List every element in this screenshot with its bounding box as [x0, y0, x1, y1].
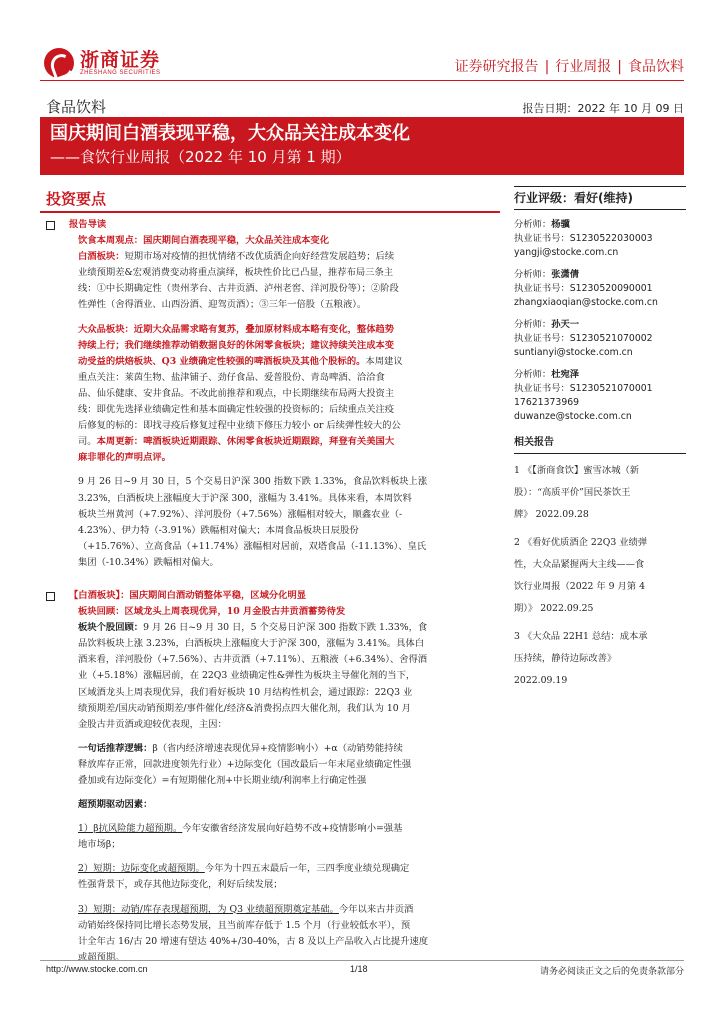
analyst-name: 杨骥: [551, 219, 570, 230]
text-line: 地市场β；: [78, 839, 121, 851]
report-title-line: 饮行业周报（2022 年 9 月第 4: [514, 581, 645, 592]
report-title-line: 牌》: [514, 509, 533, 520]
baijiu-para-line: 性弹性（舍得酒业、山西汾酒、迎驾贡酒）；③三年一倍股（五粮液）。: [78, 299, 367, 311]
text-line: 性强背景下，或存其他边际变化，利好后续发展；: [78, 879, 283, 891]
text-run: 9 月 26 日~9 月 30 日，5 个交易日沪深 300 指数下跌 1.33%，食: [143, 622, 428, 634]
report-date-line: 2022.09.28: [535, 509, 589, 520]
text-line: 叠加或有边际变化）=有短期催化剂+中长期业绩/利润率上行确定性强: [78, 775, 367, 786]
section-title: 【白酒板块】：国庆期间白酒动销整体平稳，区域分化明显: [69, 589, 307, 601]
section-baijiu: [46, 588, 498, 604]
industry-label: 食品饮料: [46, 98, 107, 116]
analyst-card: [514, 268, 686, 310]
baijiu-para-line: 业绩预期差&宏观消费变动将重点演绎，板块性价比已凸显，推荐布局三条主: [78, 267, 394, 279]
report-title-line: 股）：“高质平价”国民茶饮王: [514, 487, 631, 498]
industry-rating: 行业评级：看好(维持): [514, 186, 686, 210]
text-line: 业（+5.18%）涨幅居前，在 22Q3 业绩确定性&弹性为板块主导催化剂的当下，: [78, 670, 416, 682]
text-run: 3）短期：动销/库存表现超预期，为 Q3 业绩超预期奠定基础。: [78, 903, 339, 915]
category-weekly: 行业周报: [555, 59, 612, 75]
logo-name: 浙商证券: [80, 49, 161, 71]
analyst-role: 分析师：: [514, 369, 552, 380]
analyst-card: [514, 368, 686, 424]
text-run: 动受益的烘焙板块、Q3 业绩确定性较强的啤酒板块及其他个股标的。: [78, 355, 366, 367]
text-run: 2）短期：边际变化或超预期。: [78, 863, 205, 875]
analyst-name: 杜宛泽: [551, 369, 580, 380]
related-report-item[interactable]: [514, 460, 686, 526]
report-title-line: 2 《看好优质酒企 22Q3 业绩弹: [514, 537, 648, 548]
sidebar: [514, 186, 686, 692]
footer-url[interactable]: http://www.stocke.com.cn: [46, 964, 148, 974]
report-subtitle: ——食饮行业周报（2022 年 10 月第 1 期）: [50, 148, 351, 166]
text-run: 今年以来古井贡酒: [338, 903, 414, 915]
analyst-cert: 执业证书号：S1230521070001: [514, 383, 653, 394]
text-run: 1）β抗风险能力超预期。: [78, 823, 183, 835]
mass-goods-line: [78, 434, 498, 450]
analyst-role: 分析师：: [514, 319, 552, 330]
checkbox-bullet-icon: [46, 221, 55, 230]
analyst-name: 孙天一: [551, 319, 580, 330]
category-food: 食品饮料: [628, 59, 684, 75]
text-run: 今年安徽省经济发展向好趋势不改+疫情影响小=强基: [182, 823, 403, 835]
text-line: 集团（-10.34%）跌幅相对偏大。: [78, 556, 219, 568]
category-research: 证券研究报告: [454, 59, 539, 75]
text-run: 今年为十四五末最后一年，三四季度业绩兑现确定: [204, 863, 410, 875]
related-report-item[interactable]: [514, 532, 686, 620]
analyst-name: 张潇倩: [551, 269, 580, 280]
report-title-line: 压持续，静待边际改善》: [514, 653, 617, 664]
analyst-email[interactable]: yangji@stocke.com.cn: [514, 247, 619, 258]
related-report-item[interactable]: [514, 626, 686, 692]
text-run: 司。: [78, 436, 97, 448]
analyst-card: [514, 318, 686, 360]
text-line: （+15.76%）、立高食品（+11.74%）涨幅相对居前，双塔食品（-11.13%）、皇氏: [78, 540, 427, 552]
mass-goods-line: 线：即优先选择业绩确定性和基本面确定性较强的投资标的；后续重点关注疫: [78, 404, 395, 416]
mass-goods-line: 品、仙乐健康、安井食品。不改此前推荐和观点，中长期继续布局两大投资主: [78, 387, 395, 399]
main-content: [46, 214, 498, 966]
mass-goods-line: 大众品板块：近期大众品需求略有复苏，叠加原材料成本略有变化，整体趋势: [78, 323, 395, 335]
logo-english: ZHESHANG SECURITIES: [80, 70, 161, 76]
baijiu-para-line: 线：①中长期确定性（贵州茅台、古井贡酒、泸州老窖、洋河股份等）；②阶段: [78, 283, 399, 295]
footer-disclaimer: 请务必阅读正文之后的免责条款部分: [539, 967, 684, 977]
mass-goods-line: 重点关注：莱茵生物、盐津铺子、劲仔食品、爱普股份、青岛啤酒、洽洽食: [78, 371, 385, 383]
text-line: [78, 741, 498, 757]
footer-divider: [40, 960, 684, 961]
analyst-phone: 17621373969: [514, 397, 580, 408]
company-logo: [44, 48, 161, 78]
text-run: β（省内经济增速表现优异+疫情影响小）+α（动销势能持续: [152, 742, 403, 754]
analyst-cert: 执业证书号：S1230522030003: [514, 233, 653, 244]
report-date-line: 2022.09.25: [540, 603, 594, 614]
text-line: 酒来看，洋河股份（+7.56%）、古井贡酒（+7.11%）、五粮液（+6.34%）、舍得酒: [78, 654, 428, 666]
mass-goods-line: 麻非罪化的声明点评。: [78, 452, 171, 464]
report-title-line: 性，大众品紧握两大主线——食: [514, 559, 645, 570]
text-run: 短期市场对疫情的担忧情绪不改优质酒企向好经营发展趋势；后续: [124, 251, 395, 263]
text-line: 区域酒龙头上周表现优异，我们看好板块 10 月结构性机会，通过跟踪：22Q3 业: [78, 686, 413, 698]
page-number: 1/18: [350, 964, 368, 974]
text-line: [78, 821, 498, 837]
report-title-line: 1 《【浙商食饮】蜜雪冰城（新: [514, 465, 640, 476]
drivers-heading: 超预期驱动因素：: [78, 799, 153, 811]
text-line: 3.23%，白酒板块上涨幅度大于沪深 300，涨幅为 3.41%。具体来看，本周饮料: [78, 492, 412, 504]
text-line: [78, 620, 498, 636]
report-categories: 证券研究报告 | 行业周报 | 食品饮料: [454, 59, 684, 75]
text-line: [78, 902, 498, 918]
text-line: 品饮料板块上涨 3.23%，白酒板块上涨幅度大于沪深 300，涨幅为 3.41%。具体白: [78, 638, 424, 650]
section-title: 报告导读: [69, 219, 107, 230]
weekly-view-line: 饮食本周观点：国庆期间白酒表现平稳，大众品关注成本变化: [78, 235, 330, 247]
text-line: 释放库存正常，回款进度领先行业）+边际变化（国改最后一年末尾业绩确定性强: [78, 758, 412, 770]
analyst-cert: 执业证书号：S1230520090001: [514, 283, 653, 294]
text-line: 4.23%）、伊力特（-3.91%）跌幅相对偏大；本周食品板块日辰股份: [78, 524, 359, 536]
baijiu-para-line: [78, 249, 498, 265]
text-line: 金股古井贡酒或迎较优表现，主因：: [78, 718, 227, 730]
header-divider: [40, 80, 684, 81]
text-line: 绩预期差/国庆动销预期差/事件催化/经济&消费拐点四大催化剂，我们认为 10 月: [78, 702, 411, 714]
analyst-card: [514, 218, 686, 260]
text-run: 本周更新：啤酒板块近期跟踪、休闲零食板块近期跟踪，拜登有关美国大: [96, 436, 395, 448]
analyst-role: 分析师：: [514, 219, 552, 230]
analyst-role: 分析师：: [514, 269, 552, 280]
text-line: 板块兰州黄河（+7.92%）、洋河股份（+7.56%）涨幅相对较大，顺鑫农业（-: [78, 508, 403, 520]
text-run: 板块个股回顾：: [78, 622, 144, 634]
report-title-line: 期）》: [514, 603, 538, 614]
report-title: 国庆期间白酒表现平稳，大众品关注成本变化: [50, 123, 410, 144]
analyst-email[interactable]: duwanze@stocke.com.cn: [514, 411, 632, 422]
text-line: [78, 861, 498, 877]
mass-goods-line: 后修复的标的：即找寻疫后修复过程中业绩下修压力较小 or 后续弹性较大的公: [78, 420, 401, 432]
report-date: 报告日期：2022 年 10 月 09 日: [522, 102, 684, 115]
checkbox-bullet-icon: [46, 592, 55, 601]
investment-highlights-heading: 投资要点: [46, 190, 107, 208]
text-line: 计全年古 16/古 20 增速有望达 40%+/30-40%，古 8 及以上产品收入占比提升速度: [78, 935, 429, 947]
report-date-line: 2022.09.19: [514, 675, 568, 686]
section-divider: [40, 211, 500, 213]
text-line: 动销始终保持同比增长态势发展，且当前库存低于 1.5 个月（行业较低水平），预: [78, 919, 411, 931]
report-title-line: 3 《大众品 22H1 总结：成本承: [514, 631, 648, 642]
logo-icon: [44, 48, 74, 78]
mass-goods-line: [78, 354, 498, 370]
mass-goods-line: 持续上行；我们继续推荐动销数据良好的休闲零食板块；建议持续关注成本变: [78, 339, 395, 351]
text-run: 一句话推荐逻辑：: [78, 742, 153, 754]
analyst-cert: 执业证书号：S1230521070002: [514, 333, 653, 344]
market-review-para: [46, 474, 498, 571]
text-line: 9 月 26 日~9 月 30 日，5 个交易日沪深 300 指数下跌 1.33%，食品饮料板块上涨: [78, 476, 428, 488]
sector-review-subhead: 板块回顾：区域龙头上周表现优异，10 月金股古井贡酒蓄势待发: [78, 606, 346, 618]
analyst-email[interactable]: suntianyi@stocke.com.cn: [514, 347, 633, 358]
text-run: 本周建议: [365, 355, 403, 367]
baijiu-lead: 白酒板块：: [78, 251, 125, 263]
section-report-guide: [46, 217, 498, 233]
title-banner: [40, 117, 684, 175]
related-reports-heading: 相关报告: [514, 436, 686, 454]
text-line: 或超预期。: [78, 951, 125, 963]
analyst-email[interactable]: zhangxiaoqian@stocke.com.cn: [514, 297, 658, 308]
